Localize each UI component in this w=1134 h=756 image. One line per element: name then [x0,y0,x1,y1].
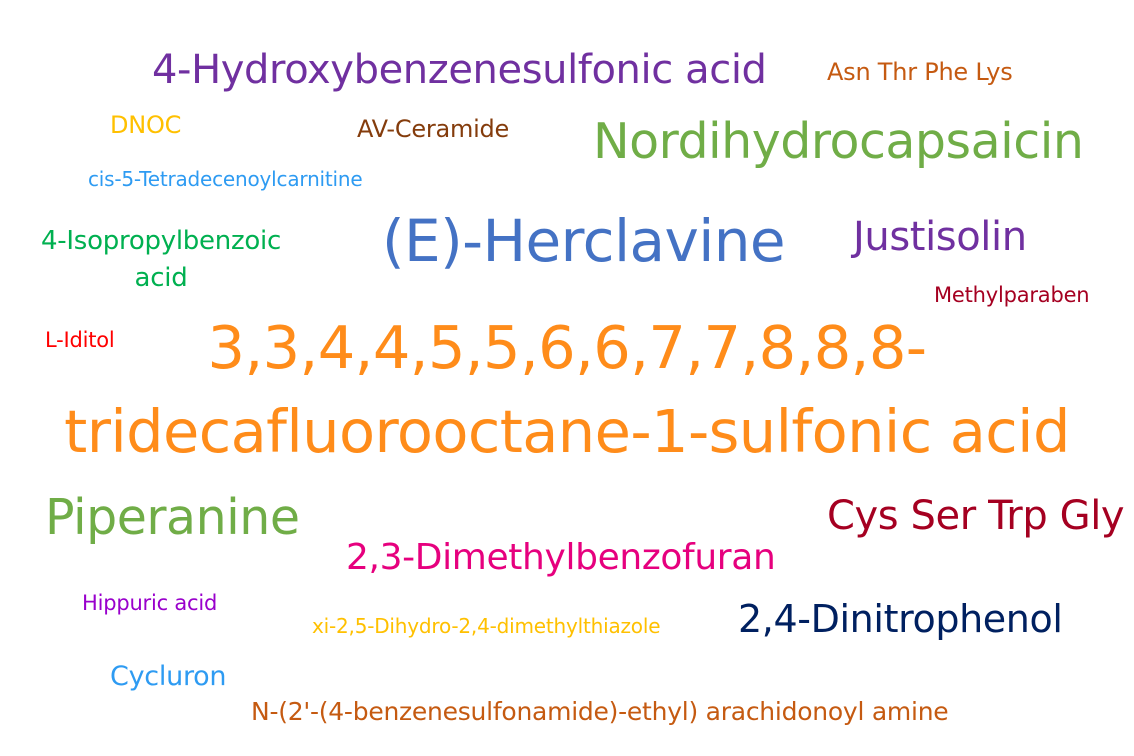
word-cys-ser-trp-gly: Cys Ser Trp Gly [827,493,1125,539]
word-asn-thr-phe-lys: Asn Thr Phe Lys [827,58,1013,86]
word-tridecafluorooctane-line-2: tridecafluorooctane-1-sulfonic acid [64,397,1070,466]
word-tridecafluorooctane-sulfonic-acid [40,306,1094,474]
word-n-benzenesulfonamide-ethyl-arachidonoyl-amine: N-(2'-(4-benzenesulfonamide)-ethyl) arachidonoyl amine [251,697,949,726]
word-2-3-dimethylbenzofuran: 2,3-Dimethylbenzofuran [346,537,776,578]
word-methylparaben: Methylparaben [934,283,1090,307]
word-nordihydrocapsaicin: Nordihydrocapsaicin [593,113,1084,170]
word-e-herclavine: (E)-Herclavine [382,207,786,275]
word-cis-5-tetradecenoylcarnitine: cis-5-Tetradecenoylcarnitine [88,167,363,191]
word-justisolin: Justisolin [853,214,1027,260]
word-4-hydroxybenzenesulfonic-acid: 4-Hydroxybenzenesulfonic acid [152,47,767,93]
word-tridecafluorooctane-line-1: 3,3,4,4,5,5,6,6,7,7,8,8,8- [207,313,927,382]
word-4-isopropylbenzoic-acid-line-1: 4-Isopropylbenzoic [40,226,282,256]
word-xi-2-5-dihydro-2-4-dimethylthiazole: xi-2,5-Dihydro-2,4-dimethylthiazole [312,614,661,638]
word-l-iditol: L-Iditol [45,328,115,352]
word-4-isopropylbenzoic-acid-line-2: acid [134,263,188,293]
word-hippuric-acid: Hippuric acid [82,591,218,615]
word-2-4-dinitrophenol: 2,4-Dinitrophenol [738,597,1063,641]
word-cycluron: Cycluron [110,661,227,692]
word-av-ceramide: AV-Ceramide [357,115,510,143]
word-piperanine: Piperanine [45,489,300,546]
word-4-isopropylbenzoic-acid [30,223,292,297]
word-dnoc: DNOC [110,111,182,139]
